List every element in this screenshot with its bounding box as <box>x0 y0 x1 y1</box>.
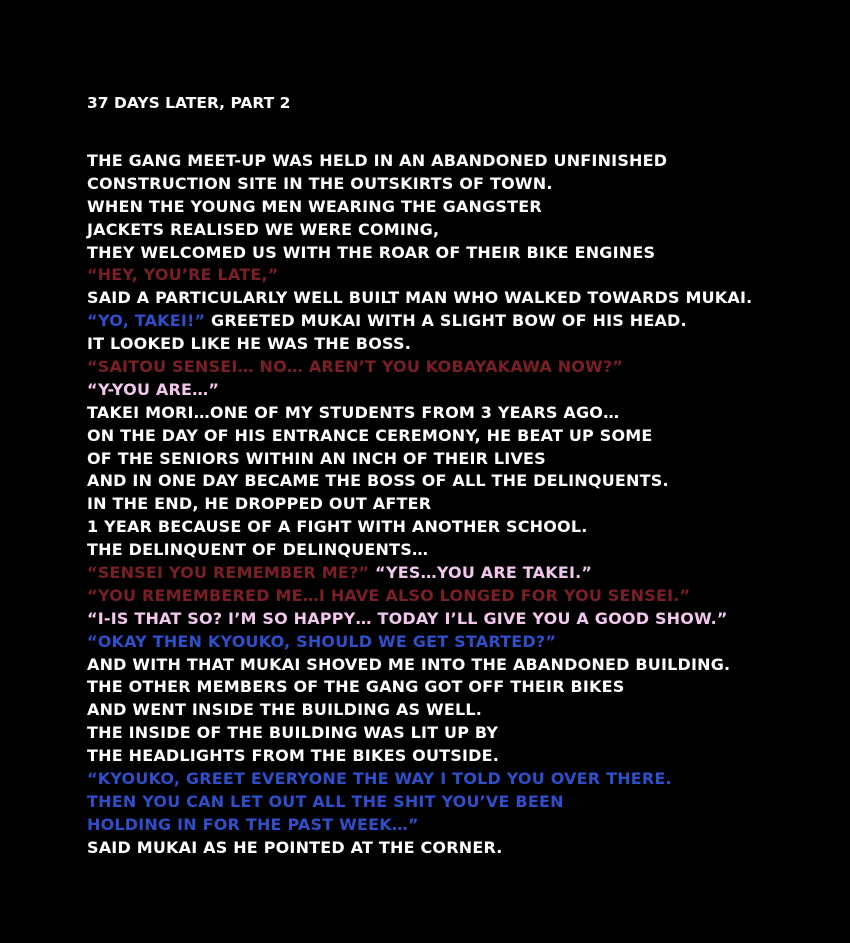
narration-text: THE OTHER MEMBERS OF THE GANG GOT OFF THEIR BIKES <box>87 677 625 697</box>
narration-text: JACKETS REALISED WE WERE COMING, <box>87 219 440 239</box>
story-line <box>87 173 827 196</box>
narration-text: AND IN ONE DAY BECAME THE BOSS OF ALL THE DELINQUENTS. <box>87 471 669 491</box>
dialogue-text: HOLDING IN FOR THE PAST WEEK…” <box>87 814 419 834</box>
dialogue-text: “YOU REMEMBERED ME…I HAVE ALSO LONGED FOR YOU SENSEI.” <box>87 585 691 605</box>
dialogue-text: “SENSEI YOU REMEMBER ME?” <box>87 563 370 583</box>
story-line <box>87 264 827 287</box>
story-line <box>87 150 827 173</box>
story-line <box>87 699 827 722</box>
story-line <box>87 722 827 745</box>
story-line <box>87 425 827 448</box>
story-text <box>87 150 827 860</box>
narration-text: THE HEADLIGHTS FROM THE BIKES OUTSIDE. <box>87 746 500 766</box>
story-line <box>87 196 827 219</box>
story-line <box>87 837 827 860</box>
dialogue-text: “YES…YOU ARE TAKEI.” <box>369 563 593 583</box>
story-line <box>87 791 827 814</box>
narration-text: WHEN THE YOUNG MEN WEARING THE GANGSTER <box>87 196 542 216</box>
dialogue-text: “I-IS THAT SO? I’M SO HAPPY… TODAY I’LL GIVE YOU A GOOD SHOW.” <box>87 608 728 628</box>
story-line <box>87 768 827 791</box>
narration-text: SAID A PARTICULARLY WELL BUILT MAN WHO WALKED TOWARDS MUKAI. <box>87 288 753 308</box>
dialogue-text: “KYOUKO, GREET EVERYONE THE WAY I TOLD YOU OVER THERE. <box>87 769 672 789</box>
story-line <box>87 814 827 837</box>
narration-text: AND WITH THAT MUKAI SHOVED ME INTO THE ABANDONED BUILDING. <box>87 654 731 674</box>
story-line <box>87 379 827 402</box>
story-line <box>87 287 827 310</box>
story-line <box>87 516 827 539</box>
story-line <box>87 585 827 608</box>
narration-text: IT LOOKED LIKE HE WAS THE BOSS. <box>87 334 411 354</box>
narration-text: SAID MUKAI AS HE POINTED AT THE CORNER. <box>87 837 503 857</box>
dialogue-text: “Y-YOU ARE…” <box>87 379 220 399</box>
story-line <box>87 402 827 425</box>
story-line <box>87 219 827 242</box>
story-page <box>87 92 827 860</box>
narration-text: THE INSIDE OF THE BUILDING WAS LIT UP BY <box>87 723 499 743</box>
story-line <box>87 493 827 516</box>
story-line <box>87 608 827 631</box>
story-line <box>87 654 827 677</box>
narration-text: THE GANG MEET-UP WAS HELD IN AN ABANDONED UNFINISHED <box>87 151 668 170</box>
narration-text: THEY WELCOMED US WITH THE ROAR OF THEIR BIKE ENGINES <box>87 242 656 262</box>
narration-text: CONSTRUCTION SITE IN THE OUTSKIRTS OF TOWN. <box>87 173 553 193</box>
narration-text: ON THE DAY OF HIS ENTRANCE CEREMONY, HE BEAT UP SOME <box>87 425 653 445</box>
dialogue-text: “HEY, YOU’RE LATE,” <box>87 265 279 285</box>
story-line <box>87 470 827 493</box>
story-line <box>87 562 827 585</box>
story-line <box>87 242 827 265</box>
page-title: 37 DAYS LATER, PART 2 <box>87 94 291 112</box>
narration-text: THE DELINQUENT OF DELINQUENTS… <box>87 540 429 560</box>
dialogue-text: “YO, TAKEI!” <box>87 311 206 331</box>
story-line <box>87 356 827 379</box>
narration-text: GREETED MUKAI WITH A SLIGHT BOW OF HIS HEAD. <box>205 311 687 331</box>
narration-text: OF THE SENIORS WITHIN AN INCH OF THEIR LIVES <box>87 448 546 468</box>
dialogue-text: “OKAY THEN KYOUKO, SHOULD WE GET STARTED?” <box>87 631 557 651</box>
narration-text: IN THE END, HE DROPPED OUT AFTER <box>87 494 432 514</box>
narration-text: AND WENT INSIDE THE BUILDING AS WELL. <box>87 700 483 720</box>
story-line <box>87 539 827 562</box>
dialogue-text: “SAITOU SENSEI… NO… AREN’T YOU KOBAYAKAWA NOW?” <box>87 357 624 377</box>
story-line <box>87 745 827 768</box>
narration-text: TAKEI MORI…ONE OF MY STUDENTS FROM 3 YEARS AGO… <box>87 402 620 422</box>
story-line <box>87 676 827 699</box>
story-line <box>87 448 827 471</box>
story-line <box>87 333 827 356</box>
story-line <box>87 310 827 333</box>
story-line <box>87 631 827 654</box>
dialogue-text: THEN YOU CAN LET OUT ALL THE SHIT YOU’VE BEEN <box>87 791 564 811</box>
narration-text: 1 YEAR BECAUSE OF A FIGHT WITH ANOTHER SCHOOL. <box>87 517 588 537</box>
